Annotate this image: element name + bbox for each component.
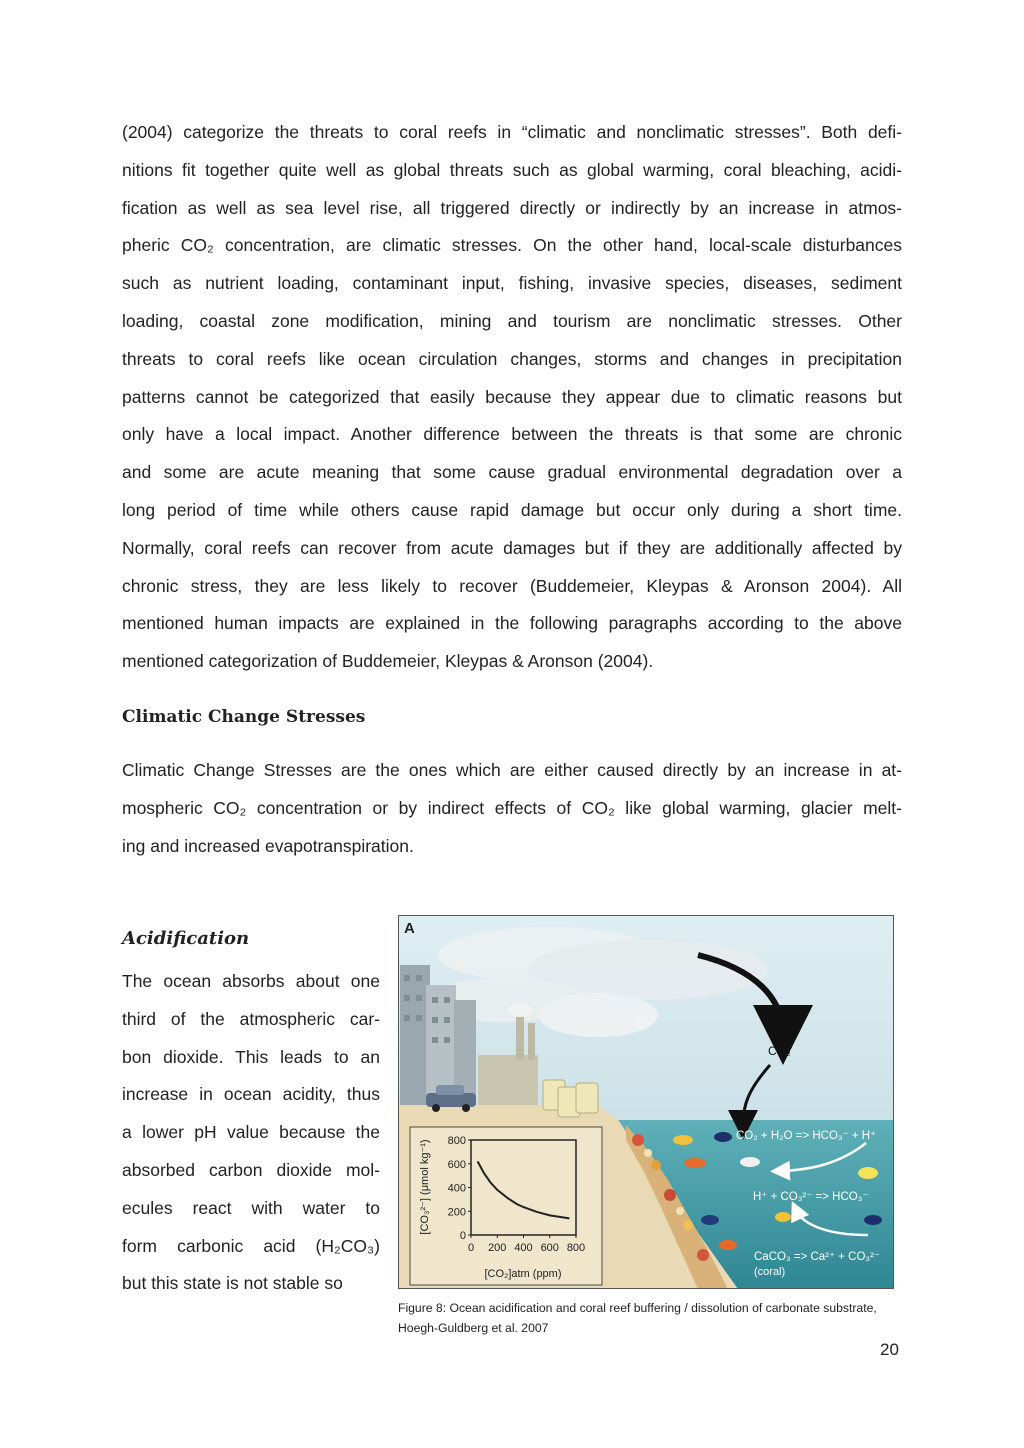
text-line: mentioned human impacts are explained in the following paragraphs according to the above [122, 613, 902, 634]
text-line: third of the atmospheric car- [122, 1008, 380, 1029]
inset-chart-background [410, 1127, 602, 1285]
text-line: long period of time while others cause rapid damage but occur only during a short time. [122, 499, 902, 520]
text-line: fication as well as sea level rise, all triggered directly or indirectly by an increase in atmos- [122, 197, 902, 218]
page-number: 20 [880, 1340, 899, 1359]
x-axis-label: [CO₂]atm (ppm) [484, 1268, 562, 1280]
y-tick-label: 600 [447, 1158, 466, 1171]
y-tick-label: 200 [447, 1206, 466, 1219]
co2-label: CO₂ [768, 1044, 791, 1058]
text-line: Climatic Change Stresses are the ones which are either caused directly by an increase in at- [122, 760, 902, 780]
y-axis-label: [CO₃²⁻] (μmol kg⁻¹) [419, 1139, 431, 1235]
figure-ocean-acidification [398, 915, 894, 1289]
section-heading: Climatic Change Stresses [122, 707, 366, 727]
equation-2: H⁺ + CO₃²⁻ => HCO₃⁻ [753, 1191, 869, 1203]
x-tick-label: 0 [467, 1242, 475, 1254]
equation-3: CaCO₃ => Ca²⁺ + CO₃²⁻ [754, 1251, 880, 1263]
y-tick-label: 400 [447, 1182, 466, 1195]
y-tick-label: 0 [459, 1230, 466, 1242]
text-line: form carbonic acid (H₂CO₃) [122, 1235, 380, 1256]
panel-label: A [404, 920, 415, 937]
text-line: ecules react with water to [122, 1197, 380, 1218]
text-line: ing and increased evapotranspiration. [122, 835, 414, 856]
x-tick-label: 200 [488, 1242, 507, 1254]
paragraph-acidification [122, 963, 380, 1303]
y-tick-label: 800 [447, 1135, 466, 1147]
inset-chart [410, 1127, 602, 1285]
text-line: (2004) categorize the threats to coral reefs in “climatic and nonclimatic stresses”. Both defi- [122, 122, 902, 142]
text-line: absorbed carbon dioxide mol- [122, 1159, 380, 1180]
text-line: loading, coastal zone modification, mining and tourism are nonclimatic stresses. Other [122, 310, 902, 331]
text-line: only have a local impact. Another difference between the threats is that some are chronic [122, 424, 902, 445]
subsection-heading: Acidification [122, 928, 250, 949]
equation-3-note: (coral) [754, 1266, 786, 1278]
paragraph-climatic-stresses [122, 752, 902, 865]
text-line: a lower pH value because the [122, 1122, 380, 1143]
text-line: increase in ocean acidity, thus [122, 1084, 380, 1105]
x-tick-label: 400 [514, 1242, 533, 1254]
text-line: bon dioxide. This leads to an [122, 1046, 380, 1067]
text-line: chronic stress, they are less likely to recover (Buddemeier, Kleypas & Aronson 2004). All [122, 575, 902, 596]
text-line: Normally, coral reefs can recover from acute damages but if they are additionally affected by [122, 537, 902, 558]
text-line: and some are acute meaning that some cause gradual environmental degradation over a [122, 462, 902, 483]
text-line: pheric CO₂ concentration, are climatic stresses. On the other hand, local-scale disturbances [122, 235, 902, 256]
text-line: patterns cannot be categorized that easily because they appear due to climatic reasons but [122, 386, 902, 407]
text-line: nitions fit together quite well as global threats such as global warming, coral bleaching, acidi- [122, 159, 902, 180]
text-line: mentioned categorization of Buddemeier, Kleypas & Aronson (2004). [122, 651, 654, 672]
text-line: such as nutrient loading, contaminant input, fishing, invasive species, diseases, sediment [122, 273, 902, 294]
text-line: threats to coral reefs like ocean circulation changes, storms and changes in precipitation [122, 348, 902, 369]
x-tick-label: 800 [566, 1242, 586, 1254]
x-tick-label: 600 [540, 1242, 559, 1254]
figure-caption: Figure 8: Ocean acidification and coral reef buffering / dissolution of carbonate substrate, Hoegh-Guldberg et al. 2007 [398, 1301, 877, 1335]
text-line: but this state is not stable so [122, 1273, 343, 1294]
text-line: mospheric CO₂ concentration or by indirect effects of CO₂ like global warming, glacier melt- [122, 797, 902, 818]
equation-1: CO₂ + H₂O => HCO₃⁻ + H⁺ [736, 1130, 877, 1142]
paragraph-threats [122, 114, 902, 681]
text-line: The ocean absorbs about one [122, 971, 380, 991]
